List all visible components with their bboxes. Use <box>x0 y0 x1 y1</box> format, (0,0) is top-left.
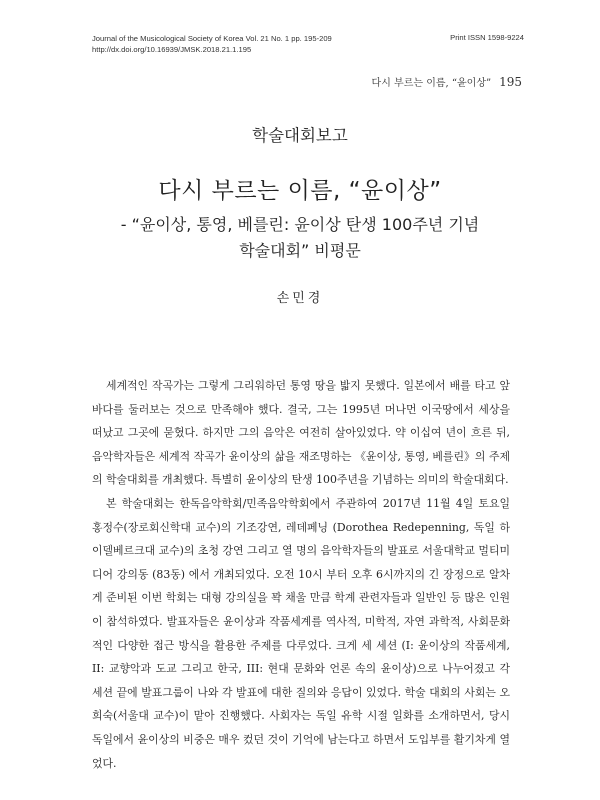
body-paragraph: 세계적인 작곡가는 그렇게 그리워하던 통영 땅을 밟지 못했다. 일본에서 배를 타고 앞바다를 둘러보는 것으로 만족해야 했다. 결국, 그는 1995년 머나먼 이국땅에서 세상을 떠났고 그곳에 묻혔다. 하지만 그의 음악은 여전히 살아있었다. 약 이십여 년이 흐른 뒤, 음악학자들은 세계적 작곡가 윤이상의 삶을 재조명하는 《윤이상, 통영, 베를린》의 주제의 학술대회를 개최했다. 특별히 윤이상의 탄생 100주년을 기념하는 의미의 학술대회다. <box>92 379 510 487</box>
subtitle-line: 학술대회” 비평문 <box>239 241 361 260</box>
journal-line: Journal of the Musicological Society of Korea Vol. 21 No. 1 pp. 195-209 <box>92 34 332 43</box>
article-title: 다시 부르는 이름, “윤이상” <box>158 178 442 204</box>
article-body <box>92 374 510 775</box>
issn-label: Print ISSN 1598-9224 <box>450 33 524 42</box>
article-subtitle <box>0 212 600 264</box>
author-name: 손민경 <box>276 291 324 306</box>
running-header <box>372 74 522 89</box>
subtitle-line: - “윤이상, 통영, 베를린: 윤이상 탄생 100주년 기념 <box>120 215 480 234</box>
journal-citation <box>92 33 332 55</box>
page-number: 195 <box>499 75 522 89</box>
running-title: 다시 부르는 이름, “윤이상” <box>371 78 492 89</box>
section-label: 학술대회보고 <box>252 126 348 145</box>
body-paragraph: 본 학술대회는 한독음악학회/민족음악학회에서 주관하여 2017년 11월 4일 토요일 홍정수(장로회신학대 교수)의 기조강연, 레데페닝 (Dorothea Redepenning, 독일 하이델베르크대 교수)의 초청 강연 그리고 열 명의 음악학자들의 발표로 서울대학교 멀티미디어 강의동 (83동) 에서 개최되었다. 오전 10시 부터 오후 6시까지의 긴 장정으로 알차게 준비된 이번 학회는 대형 강의실을 꽉 채울 만큼 학계 관련자들과 일반인 등 많은 인원이 참석하였다. 발표자들은 윤이상과 작품세계를 역사적, 미학적, 자연 과학적, 사회문화적인 다양한 접근 방식을 활용한 주제를 다루었다. 크게 세 세션 (I: 윤이상의 작품세계, II: 교향악과 도교 그리고 한국, III: 현대 문화와 언론 속의 윤이상)으로 나누어졌고 각 세션 끝에 발표그룹이 나와 각 발표에 대한 질의와 응답이 있었다. 학술 대회의 사회는 오희숙(서울대 교수)이 맡아 진행했다. 사회자는 독일 유학 시절 일화를 소개하면서, 당시 독일에서 윤이상의 비중은 매우 컸던 것이 기억에 남는다고 하면서 도입부를 활기차게 열었다. <box>92 496 510 770</box>
doi-link[interactable]: http://dx.doi.org/10.16939/JMSK.2018.21.1.195 <box>92 45 252 54</box>
